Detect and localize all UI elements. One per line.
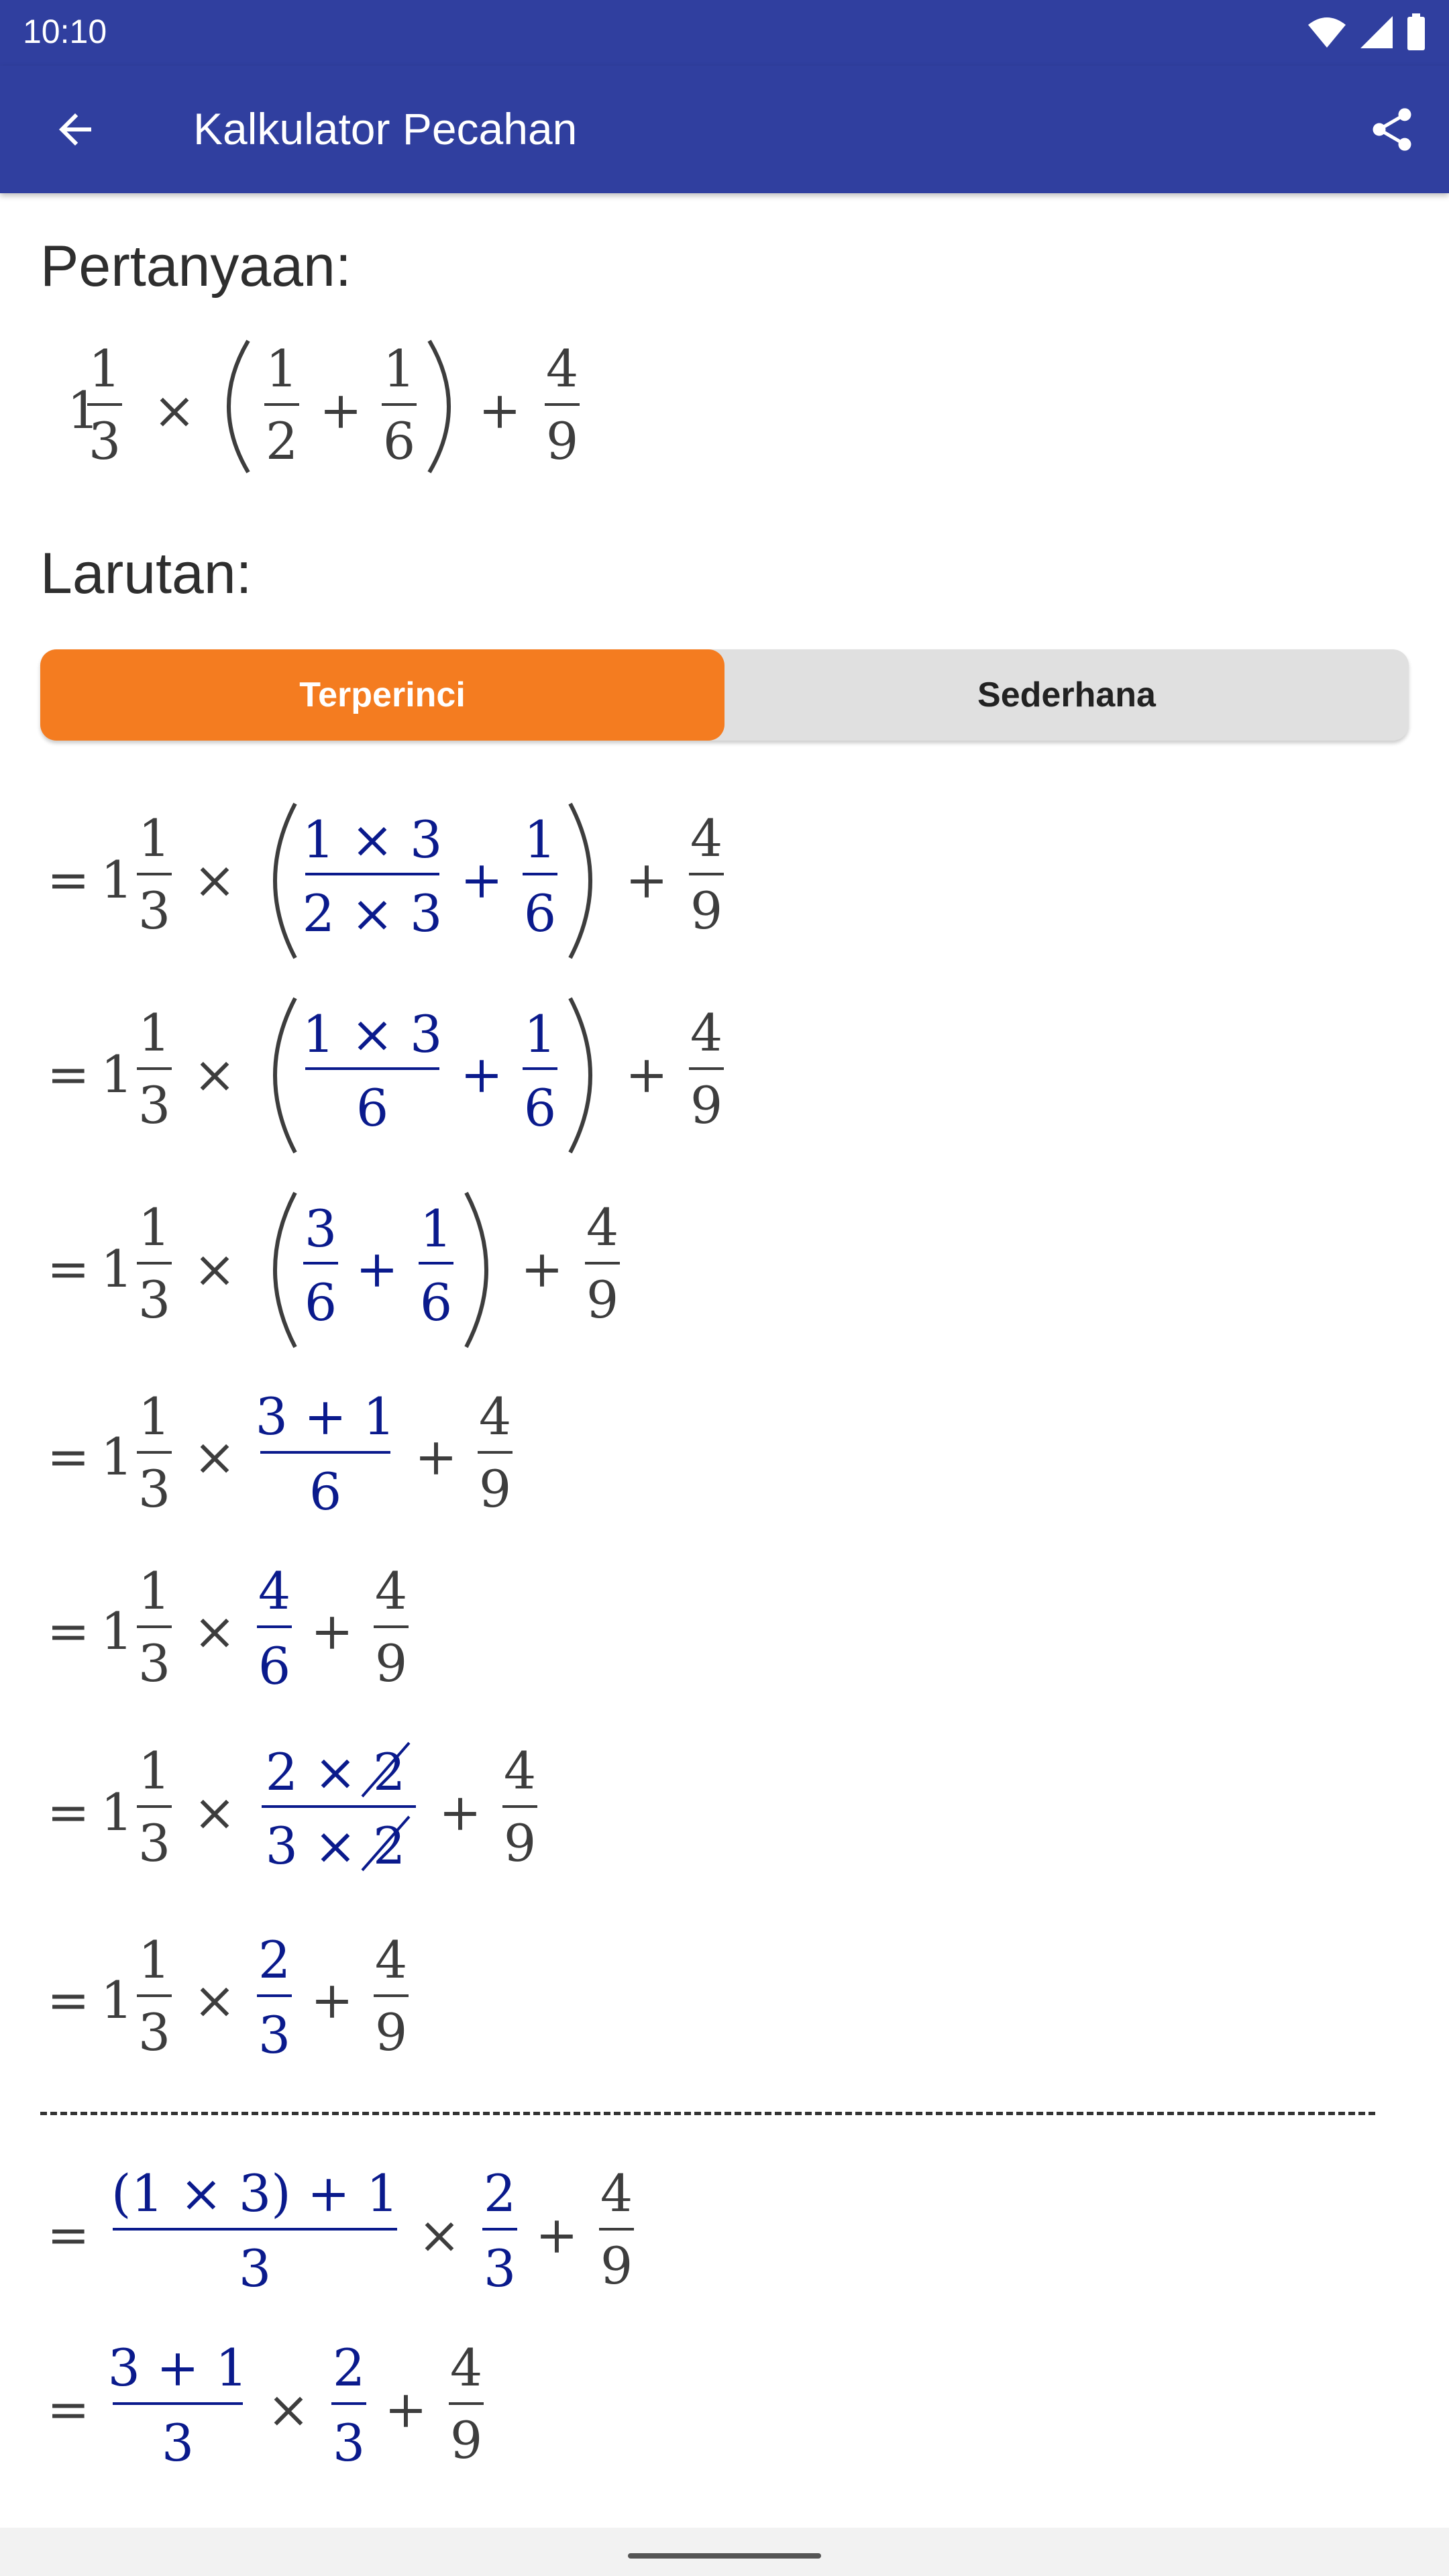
svg-text:=: = xyxy=(47,2379,90,2439)
status-bar xyxy=(0,0,1449,66)
solution-step xyxy=(34,991,771,1166)
svg-text:3: 3 xyxy=(138,1075,171,1135)
svg-text:=: = xyxy=(47,1239,90,1299)
svg-text:9: 9 xyxy=(503,1813,537,1873)
svg-text:1: 1 xyxy=(138,1930,171,1990)
svg-text:1: 1 xyxy=(138,1197,171,1257)
arrow-back-icon xyxy=(51,105,99,154)
svg-text:4: 4 xyxy=(503,1741,537,1801)
svg-text:3 × 2: 3 × 2 xyxy=(265,1816,406,1876)
svg-text:×: × xyxy=(267,2379,310,2439)
svg-text:1: 1 xyxy=(101,1427,133,1487)
svg-text:1: 1 xyxy=(101,1782,133,1842)
svg-text:1: 1 xyxy=(101,1601,133,1661)
svg-text:1: 1 xyxy=(523,810,557,869)
svg-text:3: 3 xyxy=(88,411,121,471)
tab-sederhana[interactable]: Sederhana xyxy=(977,676,1156,714)
svg-text:3: 3 xyxy=(161,2413,195,2473)
svg-text:6: 6 xyxy=(309,1462,342,1521)
svg-text:3: 3 xyxy=(138,1270,171,1330)
home-gesture-handle[interactable] xyxy=(628,2553,821,2559)
solution-step xyxy=(34,1555,771,1716)
svg-text:+: + xyxy=(311,1970,354,2030)
svg-text:×: × xyxy=(193,1970,236,2030)
svg-text:2: 2 xyxy=(332,2338,366,2398)
svg-text:+: + xyxy=(460,850,503,910)
svg-text:(1 × 3) + 1: (1 × 3) + 1 xyxy=(111,2163,399,2223)
svg-text:+: + xyxy=(460,1044,503,1104)
solution-step xyxy=(34,2152,771,2313)
svg-text:=: = xyxy=(47,1427,90,1487)
svg-text:4: 4 xyxy=(690,1003,723,1063)
svg-text:1: 1 xyxy=(101,1044,133,1104)
svg-text:+: + xyxy=(415,1427,458,1487)
tab-terperinci[interactable]: Terperinci xyxy=(40,649,724,741)
svg-text:+: + xyxy=(384,2379,427,2439)
svg-text:1: 1 xyxy=(101,850,133,910)
svg-text:3: 3 xyxy=(138,881,171,941)
svg-text:+: + xyxy=(521,1239,564,1299)
svg-text:2: 2 xyxy=(258,1930,291,1990)
svg-text:6: 6 xyxy=(356,1078,389,1138)
svg-text:3: 3 xyxy=(258,2005,291,2065)
wifi-icon xyxy=(1307,15,1347,49)
svg-text:×: × xyxy=(193,850,236,910)
svg-text:3 + 1: 3 + 1 xyxy=(107,2338,248,2398)
svg-text:+: + xyxy=(311,1601,354,1661)
svg-text:1: 1 xyxy=(419,1199,453,1258)
svg-text:×: × xyxy=(193,1601,236,1661)
svg-text:9: 9 xyxy=(449,2410,483,2470)
svg-text:9: 9 xyxy=(374,2002,408,2062)
svg-text:2: 2 xyxy=(483,2163,517,2223)
svg-text:+: + xyxy=(625,850,668,910)
svg-text:6: 6 xyxy=(523,883,557,943)
svg-text:9: 9 xyxy=(478,1459,512,1519)
svg-text:×: × xyxy=(193,1044,236,1104)
svg-text:2: 2 xyxy=(265,411,299,471)
question-label: Pertanyaan: xyxy=(40,234,352,299)
svg-text:6: 6 xyxy=(304,1273,337,1332)
svg-text:3 + 1: 3 + 1 xyxy=(255,1387,396,1446)
status-icons xyxy=(1307,11,1426,54)
section-divider xyxy=(40,2112,1375,2115)
svg-text:1 × 3: 1 × 3 xyxy=(302,810,443,869)
svg-text:3: 3 xyxy=(332,2413,366,2473)
solution-mode-toggle xyxy=(40,649,1409,741)
back-button[interactable] xyxy=(35,93,115,166)
solution-label: Larutan: xyxy=(40,541,252,606)
svg-text:9: 9 xyxy=(690,881,723,941)
svg-text:2 × 3: 2 × 3 xyxy=(302,883,443,943)
svg-text:=: = xyxy=(47,2205,90,2265)
app-title: Kalkulator Pecahan xyxy=(193,104,578,154)
svg-text:3: 3 xyxy=(304,1199,337,1258)
battery-icon xyxy=(1406,13,1426,51)
svg-text:1: 1 xyxy=(67,380,100,440)
svg-text:4: 4 xyxy=(586,1197,619,1257)
status-time: 10:10 xyxy=(23,13,107,50)
svg-text:1: 1 xyxy=(88,339,121,398)
svg-text:1: 1 xyxy=(138,1741,171,1801)
svg-text:1: 1 xyxy=(101,1970,133,2030)
solution-step xyxy=(34,1186,771,1360)
solution-step xyxy=(34,2326,771,2487)
svg-text:6: 6 xyxy=(523,1078,557,1138)
svg-text:3: 3 xyxy=(138,1459,171,1519)
svg-text:=: = xyxy=(47,1044,90,1104)
svg-text:4: 4 xyxy=(449,2338,483,2398)
svg-text:4: 4 xyxy=(600,2163,633,2223)
solution-step xyxy=(34,1729,771,1904)
svg-text:4: 4 xyxy=(374,1930,408,1990)
svg-text:×: × xyxy=(193,1782,236,1842)
question-expression xyxy=(54,327,657,488)
app-bar xyxy=(0,66,1449,193)
svg-text:2 × 2: 2 × 2 xyxy=(265,1742,406,1802)
svg-text:3: 3 xyxy=(138,2002,171,2062)
svg-text:3: 3 xyxy=(483,2239,517,2298)
svg-text:+: + xyxy=(319,380,362,440)
svg-text:1: 1 xyxy=(138,808,171,868)
svg-text:6: 6 xyxy=(258,1636,291,1696)
svg-text:+: + xyxy=(439,1782,482,1842)
svg-text:+: + xyxy=(535,2205,578,2265)
svg-text:×: × xyxy=(193,1427,236,1487)
svg-text:1: 1 xyxy=(382,339,416,398)
svg-text:+: + xyxy=(356,1239,398,1299)
svg-text:=: = xyxy=(47,1601,90,1661)
share-icon xyxy=(1366,104,1417,155)
svg-text:=: = xyxy=(47,1782,90,1842)
svg-text:1 × 3: 1 × 3 xyxy=(302,1004,443,1064)
svg-text:1: 1 xyxy=(138,1387,171,1446)
svg-text:9: 9 xyxy=(586,1270,619,1330)
svg-text:9: 9 xyxy=(600,2236,633,2296)
content-area xyxy=(0,193,1449,2528)
svg-text:4: 4 xyxy=(374,1561,408,1621)
solution-step xyxy=(34,1924,771,2085)
svg-text:9: 9 xyxy=(374,1633,408,1693)
svg-text:3: 3 xyxy=(138,1813,171,1873)
svg-text:1: 1 xyxy=(265,339,299,398)
svg-text:4: 4 xyxy=(545,339,579,398)
svg-text:+: + xyxy=(478,380,521,440)
svg-text:+: + xyxy=(625,1044,668,1104)
svg-text:×: × xyxy=(418,2205,461,2265)
svg-text:4: 4 xyxy=(478,1387,512,1446)
svg-text:3: 3 xyxy=(238,2239,272,2298)
svg-text:4: 4 xyxy=(690,808,723,868)
solution-step xyxy=(34,797,771,971)
svg-text:1: 1 xyxy=(523,1004,557,1064)
share-button[interactable] xyxy=(1355,93,1429,166)
svg-text:9: 9 xyxy=(545,411,579,471)
svg-text:1: 1 xyxy=(101,1239,133,1299)
solution-step xyxy=(34,1381,771,1542)
svg-text:4: 4 xyxy=(258,1561,291,1621)
svg-text:=: = xyxy=(47,1970,90,2030)
navigation-bar xyxy=(0,2528,1449,2576)
svg-text:9: 9 xyxy=(690,1075,723,1135)
svg-text:=: = xyxy=(47,850,90,910)
signal-icon xyxy=(1359,15,1394,50)
svg-text:1: 1 xyxy=(138,1561,171,1621)
svg-text:×: × xyxy=(193,1239,236,1299)
svg-text:6: 6 xyxy=(419,1273,453,1332)
svg-text:6: 6 xyxy=(382,411,416,471)
svg-text:1: 1 xyxy=(138,1003,171,1063)
svg-text:×: × xyxy=(153,380,196,440)
svg-text:3: 3 xyxy=(138,1633,171,1693)
